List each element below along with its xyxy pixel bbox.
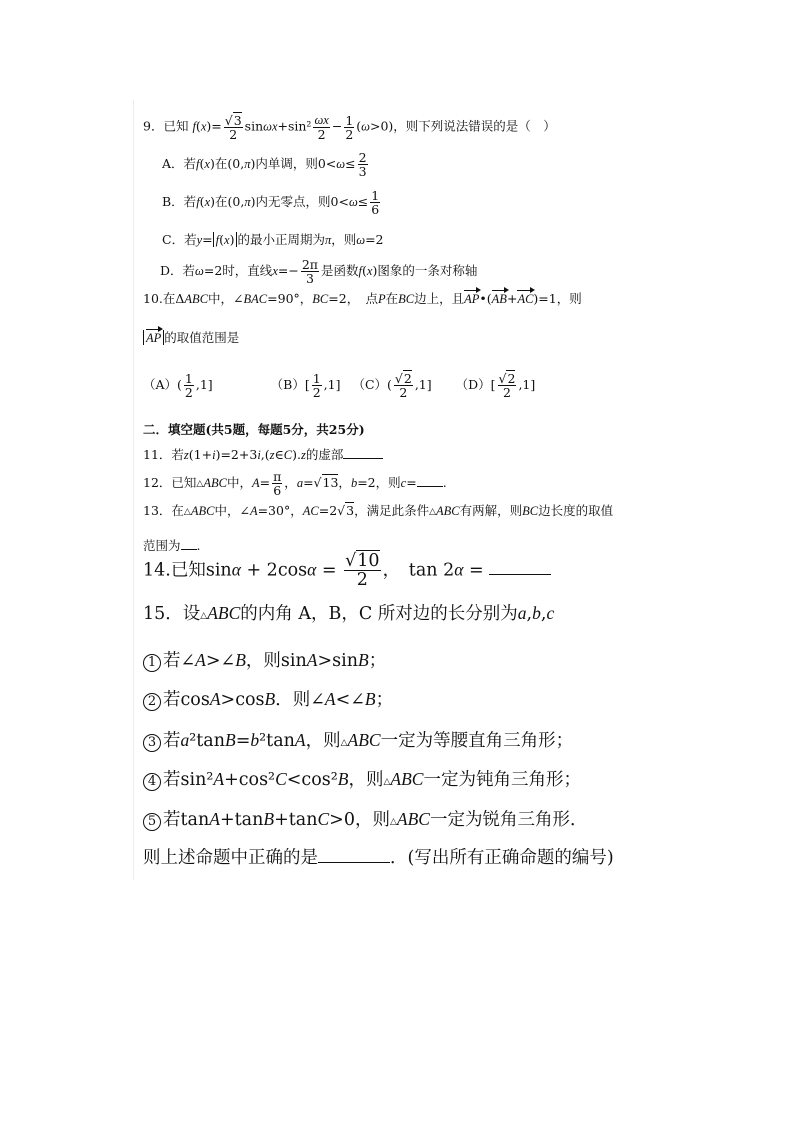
question-13-line-2: 范围为 . — [143, 538, 201, 553]
question-9-option-d: D．若ω=2时，直线x=− $\frac{2\pi}{3}$ 是函数f(x)图象的一条对称轴 — [160, 257, 478, 287]
question-9-option-a: A．若f(x)在(0,π)内单调，则0<ω≤ $\frac{2}{3}$ — [162, 150, 367, 180]
question-15-item-4: 4 若sin²A+cos²C<cos²B，则△ABC一定为钝角三角形； — [143, 769, 581, 792]
option-c: （C） — [352, 377, 388, 393]
option-d: （D） — [455, 377, 491, 393]
question-10-stem: 10.在ΔABC中，∠BAC=90°，BC=2， 点P在BC边上，且AP•(AB+AC)=1，则 — [143, 291, 582, 306]
option-a: （A） — [143, 377, 178, 393]
question-10-stem-2: AP 的取值范围是 — [143, 330, 239, 347]
question-11: 11．若z(1+i)=2+3i,(z∈C).z的虚部 — [143, 447, 383, 464]
question-15-item-5: 5 若tanA+tanB+tanC>0，则△ABC一定为锐角三角形． — [143, 809, 587, 832]
question-10-options: （A）( $\frac{1}{2}$ ,1] （B）[ $\frac{1}{2}$ ,1] （C）( $\frac{√2}{2}$ ,1] （D）[ $\frac{√2}{2}$ ,1] — [143, 371, 536, 401]
question-13: 13．在△ABC中，∠A=30°，AC=2√3，满足此条件△ABC有两解，则BC边长度的取值 — [143, 503, 614, 518]
question-9-stem: 9．已知 f(x)= $\frac{√3}{2}$ sinωx+sin² $\frac{\omega x}{2}$ − $\frac{1}{2}$ (ω>0)，则下列说法错误的是（ ） — [143, 112, 556, 143]
scan-edge — [133, 100, 134, 880]
question-15-item-1: 1 若∠A>∠B，则sinA>sinB； — [143, 650, 386, 673]
question-14: 14.已知sinα + 2cosα = $\frac{√10}{2}$ ， tan 2α = — [143, 552, 551, 590]
question-15-item-3: 3 若a²tanB=b²tanA，则△ABC一定为等腰直角三角形； — [143, 730, 573, 753]
section-2-heading: 二．填空题(共5题，每题5分，共25分) — [143, 422, 365, 437]
question-9-option-b: B．若f(x)在(0,π)内无零点，则0<ω≤ $\frac{1}{6}$ — [162, 188, 380, 218]
question-15-answer-line: 则上述命题中正确的是 ．(写出所有正确命题的编号) — [143, 848, 614, 868]
question-9-option-c: C．若y= f(x) 的最小正周期为π，则ω=2 — [162, 232, 384, 247]
question-12: 12．已知△ABC中，A= $\frac{\pi}{6}$ ，a=√13，b=2，则c= . — [143, 469, 447, 499]
option-b: （B） — [270, 377, 305, 393]
question-15-item-2: 2 若cosA>cosB．则∠A<∠B； — [143, 689, 393, 712]
question-15-stem: 15．设△ABC的内角 A，B，C 所对边的长分别为a,b,c — [143, 603, 555, 624]
